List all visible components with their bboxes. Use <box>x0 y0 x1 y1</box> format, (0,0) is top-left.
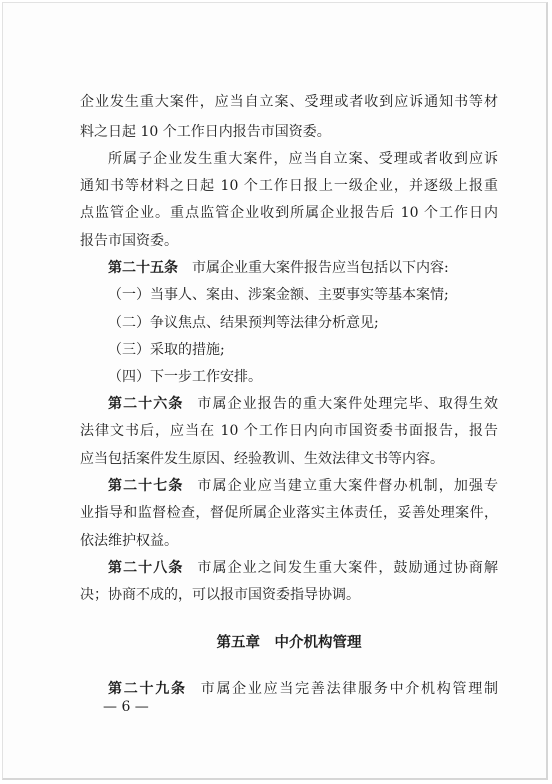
text-line: 法律文书后，应当在 10 个工作日内向市国资委书面报告，报告 <box>80 423 498 439</box>
list-item: （三）采取的措施; <box>108 342 225 358</box>
text-line: 应当包括案件发生原因、经验教训、生效法律文书等内容。 <box>80 451 444 467</box>
article-27-heading: 第二十七条 市属企业应当建立重大案件督办机制，加强专 <box>108 478 499 494</box>
article-number: 第二十八条 <box>108 560 184 576</box>
text-line: 报告市国资委。 <box>80 233 178 249</box>
chapter-heading: 第五章 中介机构管理 <box>216 634 362 651</box>
text-line: 料之日起 10 个工作日内报告市国资委。 <box>80 124 331 140</box>
article-29-heading: 第二十九条 市属企业应当完善法律服务中介机构管理制 <box>108 681 499 697</box>
article-number: 第二十九条 <box>108 681 187 697</box>
list-item: （二）争议焦点、结果预判等法律分析意见; <box>108 315 379 331</box>
page-number: — 6 — <box>103 699 149 715</box>
text-line: 依法维护权益。 <box>80 533 178 549</box>
text-line: 通知书等材料之日起 10 个工作日报上一级企业，并逐级上报重 <box>80 178 498 194</box>
text-line: 业指导和监督检查，督促所属企业落实主体责任，妥善处理案件， <box>80 505 498 521</box>
article-28-heading: 第二十八条 市属企业之间发生重大案件，鼓励通过协商解 <box>108 560 499 576</box>
list-item: （四）下一步工作安排。 <box>108 369 262 385</box>
text-line: 决；协商不成的，可以报市国资委指导协调。 <box>80 587 360 603</box>
article-number: 第二十七条 <box>108 478 184 494</box>
document-page <box>2 2 548 780</box>
text-line: 点监管企业。重点监管企业收到所属企业报告后 10 个工作日内 <box>80 205 498 221</box>
text-line: 所属子企业发生重大案件，应当自立案、受理或者收到应诉 <box>108 151 498 167</box>
article-25-heading: 第二十五条 市属企业重大案件报告应当包括以下内容: <box>108 260 449 276</box>
article-26-heading: 第二十六条 市属企业报告的重大案件处理完毕、取得生效 <box>108 396 499 412</box>
article-number: 第二十六条 <box>108 396 184 412</box>
article-number: 第二十五条 <box>108 260 178 276</box>
list-item: （一）当事人、案由、涉案金额、主要事实等基本案情; <box>108 287 449 303</box>
text-line: 企业发生重大案件，应当自立案、受理或者收到应诉通知书等材 <box>80 94 498 110</box>
